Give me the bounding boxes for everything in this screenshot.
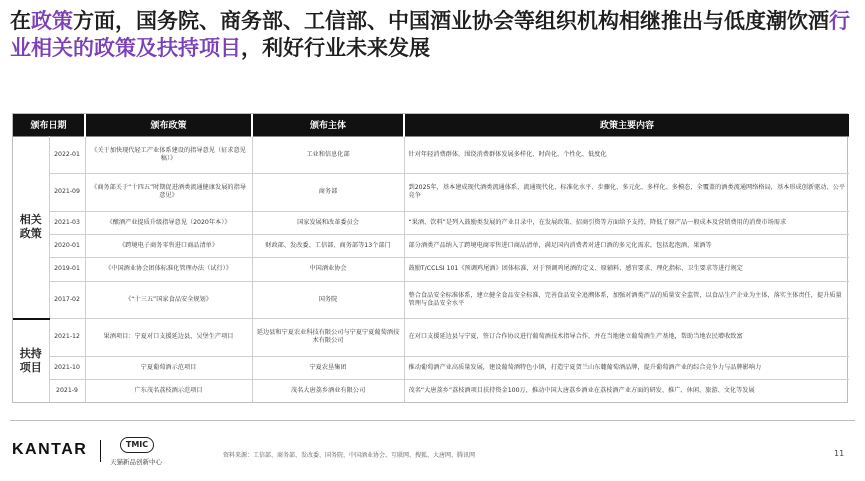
table-row (13, 211, 849, 234)
cell-issuer: 茂名大唐荔乡酒业有限公司 (252, 380, 404, 402)
cell-policy: 《关于加快现代轻工产业体系建设的指导意见（征求意见稿）》 (85, 136, 252, 174)
cell-issuer: 财政部、发改委、工信部、商务部等13个部门 (252, 235, 404, 258)
cell-policy: 《中国酒业协会团体标准化管理办法（试行）》 (85, 258, 252, 281)
cell-content: 茂名“大唐荔乡”荔枝酒项目扶持资金100万，推动中国大唐荔乡酒业在荔枝酒产业方面的研发、推广、休闲、旅游、文化等发展 (404, 380, 849, 402)
cell-policy: 《酿酒产业提质升级指导意见（2020年本）》 (85, 211, 252, 234)
cell-issuer: 商务部 (252, 174, 404, 212)
table-row (13, 174, 849, 212)
cell-content: “果酒、饮料”是列入鼓励类发展的产业目录中，在发展政策、招商引资等方面给予支持，降低了原产品一般成本及营销费用的消费市场需求 (404, 211, 849, 234)
table-header-row (13, 114, 849, 136)
source-note: 资料来源：工信部、商务部、发改委、国务院、中国酒业协会、互联网、搜狐、大唐网、腾讯网 (223, 452, 476, 459)
table-row (13, 281, 849, 319)
header-content: 政策主要内容 (404, 114, 849, 136)
cell-policy: 《商务部关于“十四五”时期促进酒类流通健康发展的指导意见》 (85, 174, 252, 212)
cell-issuer: 延边县和宁夏农业科技有限公司与宁夏宁夏葡萄酒技术有限公司 (252, 319, 404, 357)
cell-issuer: 工业和信息化部 (252, 136, 404, 174)
cell-policy: 广东茂名荔枝酒示范项目 (85, 380, 252, 402)
cell-date: 2021-10 (49, 356, 85, 379)
cell-date: 2020-01 (49, 235, 85, 258)
header-date: 颁布日期 (13, 114, 85, 136)
header-issuer: 颁布主体 (252, 114, 404, 136)
group-label: 相关政策 (13, 136, 49, 319)
tmic-name: 天猫新品创新中心 (110, 458, 162, 466)
cell-content: 针对年轻消费群体，围绕消费群体发展多样化、时尚化、个性化、低度化 (404, 136, 849, 174)
cell-content: 部分酒类产品纳入了跨境电商零售进口商品清单，满足国内消费者对进口酒的多元化需求，包括起泡酒、果酒等 (404, 235, 849, 258)
page-title (10, 8, 855, 62)
table-row (13, 356, 849, 379)
cell-content: 推动葡萄酒产业高质量发展，建设葡萄酒特色小镇，打造宁夏贺兰山东麓葡萄酒品牌，提升葡萄酒产业的综合竞争力与品牌影响力 (404, 356, 849, 379)
cell-date: 2019-01 (49, 258, 85, 281)
cell-date: 2021-09 (49, 174, 85, 212)
cell-policy: 果酒项目：宁夏对口支援延边县、吴堡生产项目 (85, 319, 252, 357)
cell-date: 2021-03 (49, 211, 85, 234)
title-accent: 政策 (31, 9, 73, 33)
cell-policy: 《跨境电子商务零售进口商品清单》 (85, 235, 252, 258)
title-accent: 行业相关的政策及扶持项目 (10, 9, 850, 60)
tmic-badge-icon: TMIC (120, 437, 154, 453)
cell-content: 整合食品安全标准体系，建立健全食品安全标准，完善食品安全追溯体系，加强对酒类产品的质量安全监管，以食品生产企业为主体，落实主体责任，提升质量管理与食品安全水平 (404, 281, 849, 319)
cell-issuer: 国家发展和改革委员会 (252, 211, 404, 234)
cell-issuer: 宁夏农垦集团 (252, 356, 404, 379)
policy-table (12, 113, 848, 403)
cell-date: 2022-01 (49, 136, 85, 174)
cell-content: 在对口支援延边县与宁夏，签订合作协议进行葡萄酒技术指导合作，并在当地建立葡萄酒生产基地，帮助当地农民增收致富 (404, 319, 849, 357)
header-policy: 颁布政策 (85, 114, 252, 136)
cell-date: 2021-12 (49, 319, 85, 357)
cell-date: 2017-02 (49, 281, 85, 319)
cell-policy: 《“十三五”国家食品安全规划》 (85, 281, 252, 319)
cell-policy: 宁夏葡萄酒示范项目 (85, 356, 252, 379)
cell-issuer: 中国酒业协会 (252, 258, 404, 281)
table-row (13, 380, 849, 402)
cell-date: 2021-9 (49, 380, 85, 402)
cell-content: 到2025年，基本建成现代酒类流通体系，流通现代化、标准化水平、步骤化、多元化、多样化、多模态，全覆盖的酒类流通网络格局，基本形成创新驱动、公平竞争 (404, 174, 849, 212)
title-text: 在 (10, 9, 31, 33)
table-row (13, 319, 849, 357)
title-text: ，利好行业未来发展 (241, 36, 430, 60)
table-row (13, 235, 849, 258)
group-label: 扶持项目 (13, 319, 49, 402)
kantar-logo: KANTAR (12, 441, 88, 458)
page-number: 11 (834, 449, 845, 458)
table-row (13, 258, 849, 281)
cell-content: 鼓励T/CCLSI 101《预调鸡尾酒》团体标准，对于预调鸡尾酒的定义、原辅料、感官要求、理化指标、卫生要求等进行规定 (404, 258, 849, 281)
title-text: 方面，国务院、商务部、工信部、中国酒业协会等组织机构相继推出与低度潮饮酒 (73, 9, 829, 33)
logo-divider (100, 440, 101, 462)
tmic-logo (110, 437, 170, 471)
table-row (13, 136, 849, 174)
cell-issuer: 国务院 (252, 281, 404, 319)
footer-divider (10, 420, 855, 421)
